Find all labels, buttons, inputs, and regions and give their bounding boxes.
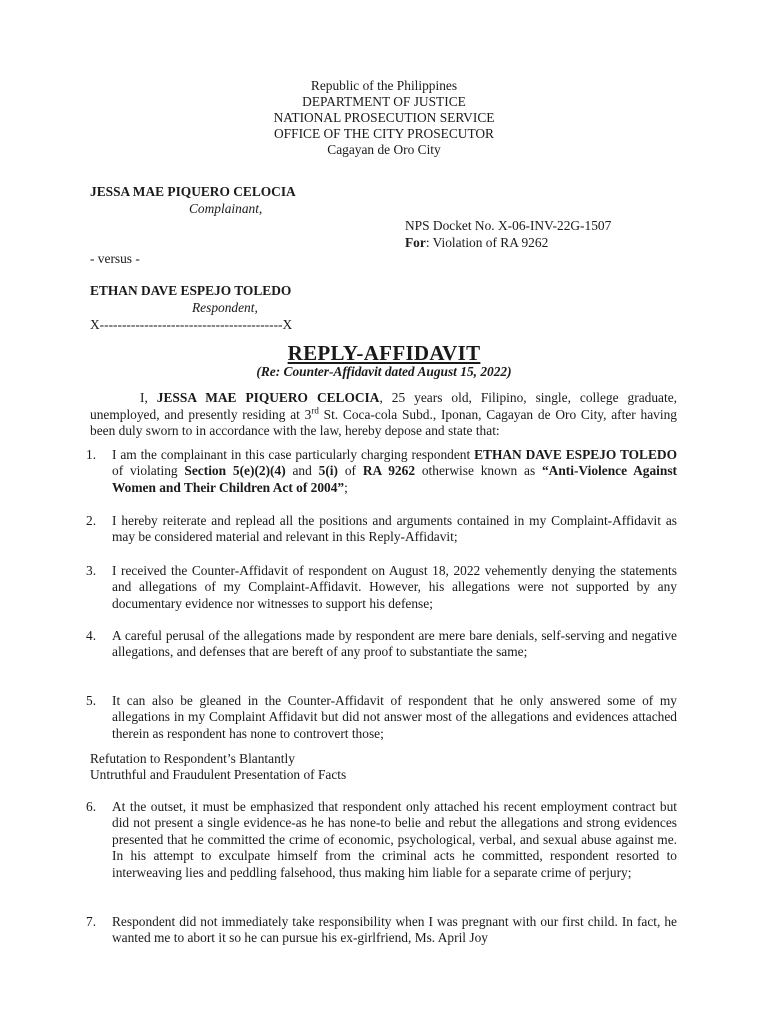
document-subtitle: (Re: Counter-Affidavit dated August 15, 2022): [256, 364, 512, 379]
header-office: OFFICE OF THE CITY PROSECUTOR: [274, 126, 494, 141]
header-city: Cagayan de Oro City: [327, 142, 441, 157]
header-service: NATIONAL PROSECUTION SERVICE: [273, 110, 495, 125]
docket-number: NPS Docket No. X-06-INV-22G-1507: [405, 218, 612, 233]
intro-superscript: rd: [311, 405, 319, 416]
item-text: A careful perusal of the allegations made by respondent are mere bare denials, self-serving and negative allegations, and defenses that are bereft of any proof to substantiate the same;: [112, 628, 677, 660]
list-number: 5.: [86, 693, 97, 708]
law-title: “Anti-Violence Against Women and Their Children Act of 2004”: [112, 463, 678, 495]
for-value: : Violation of RA 9262: [425, 235, 549, 250]
law-ref: RA 9262: [362, 463, 416, 479]
section-heading-line-2: Untruthful and Fraudulent Presentation of Facts: [90, 767, 347, 782]
list-item-3: [86, 563, 677, 612]
intro-paragraph: [90, 390, 677, 440]
document-header: [0, 78, 768, 158]
item-text: ;: [344, 479, 348, 495]
list-item-1: [86, 447, 678, 496]
respondent-role: Respondent,: [192, 300, 258, 315]
document-title: REPLY-AFFIDAVIT: [287, 341, 481, 365]
item-text: of: [338, 463, 363, 479]
section-heading-line-1: Refutation to Respondent’s Blantantly: [90, 751, 295, 766]
list-item-6: [86, 799, 677, 881]
list-number: 6.: [86, 799, 97, 814]
intro-text-middle: , 25 years old, Filipino, single, college graduate, unemployed, and presently residing at 3: [90, 390, 678, 422]
item-text: I received the Counter-Affidavit of respondent on August 18, 2022 vehemently denying the statements and allegations of my Complaint-Affidavit. However, his allegations were not supported by any documentary evidence nor witnesses to support his defense;: [112, 563, 677, 611]
caption-separator: X-----------------------------------------X: [90, 317, 293, 332]
complainant-role: Complainant,: [189, 201, 263, 216]
respondent-name: ETHAN DAVE ESPEJO TOLEDO: [90, 283, 292, 298]
intro-text-end: St. Coca-cola Subd., Iponan, Cagayan de Oro City, after having been duly sworn to in accordance with the law, hereby depose and state that:: [90, 406, 677, 438]
item-text: Respondent did not immediately take responsibility when I was pregnant with our first child. In fact, he wanted me to abort it so he can pursue his ex-girlfriend, Ms. April Joy: [112, 914, 677, 946]
item-text: otherwise known as: [415, 463, 542, 479]
section-ref: 5(i): [318, 463, 338, 479]
item-text: I am the complainant in this case particularly charging respondent: [112, 447, 475, 462]
item-text: I hereby reiterate and replead all the positions and arguments contained in my Complaint-Affidavit as may be considered material and relevant in this Reply-Affidavit;: [112, 513, 677, 545]
list-item-5: [86, 693, 677, 742]
list-number: 3.: [86, 563, 97, 578]
item-text: and: [285, 463, 319, 479]
intro-text-start: I,: [140, 390, 157, 405]
case-for: [405, 235, 548, 251]
list-item-2: [86, 513, 677, 546]
list-number: 4.: [86, 628, 97, 643]
item-text: of violating: [112, 463, 185, 479]
complainant-name: JESSA MAE PIQUERO CELOCIA: [90, 184, 296, 199]
list-number: 7.: [86, 914, 97, 929]
respondent-ref: ETHAN DAVE ESPEJO TOLEDO: [474, 447, 677, 462]
intro-affiant-name: JESSA MAE PIQUERO CELOCIA: [156, 390, 380, 405]
list-number: 2.: [86, 513, 97, 528]
header-republic: Republic of the Philippines: [310, 78, 458, 93]
list-item-4: [86, 628, 677, 661]
section-ref: Section 5(e)(2)(4): [184, 463, 286, 479]
list-number: 1.: [86, 447, 97, 462]
versus-label: - versus -: [90, 251, 140, 266]
header-department: DEPARTMENT OF JUSTICE: [302, 94, 466, 109]
item-text: It can also be gleaned in the Counter-Affidavit of respondent that he only answered some of my allegations in my Complaint Affidavit but did not answer most of the allegations and evidences attached therein as respondent has none to controvert those;: [112, 693, 677, 741]
list-item-7: [86, 914, 677, 947]
item-text: At the outset, it must be emphasized that respondent only attached his recent employment contract but did not present a single evidence-as he has none-to belie and rebut the allegations and strong evidences presented that he committed the crime of economic, psychological, verbal, and sexual abuse against me. In his attempt to exculpate himself from the criminal acts he committed, respondent resorted to interweaving lies and peddling falsehood, thus making him liable for a separate crime of perjury;: [112, 799, 677, 880]
for-label: For: [405, 235, 426, 250]
